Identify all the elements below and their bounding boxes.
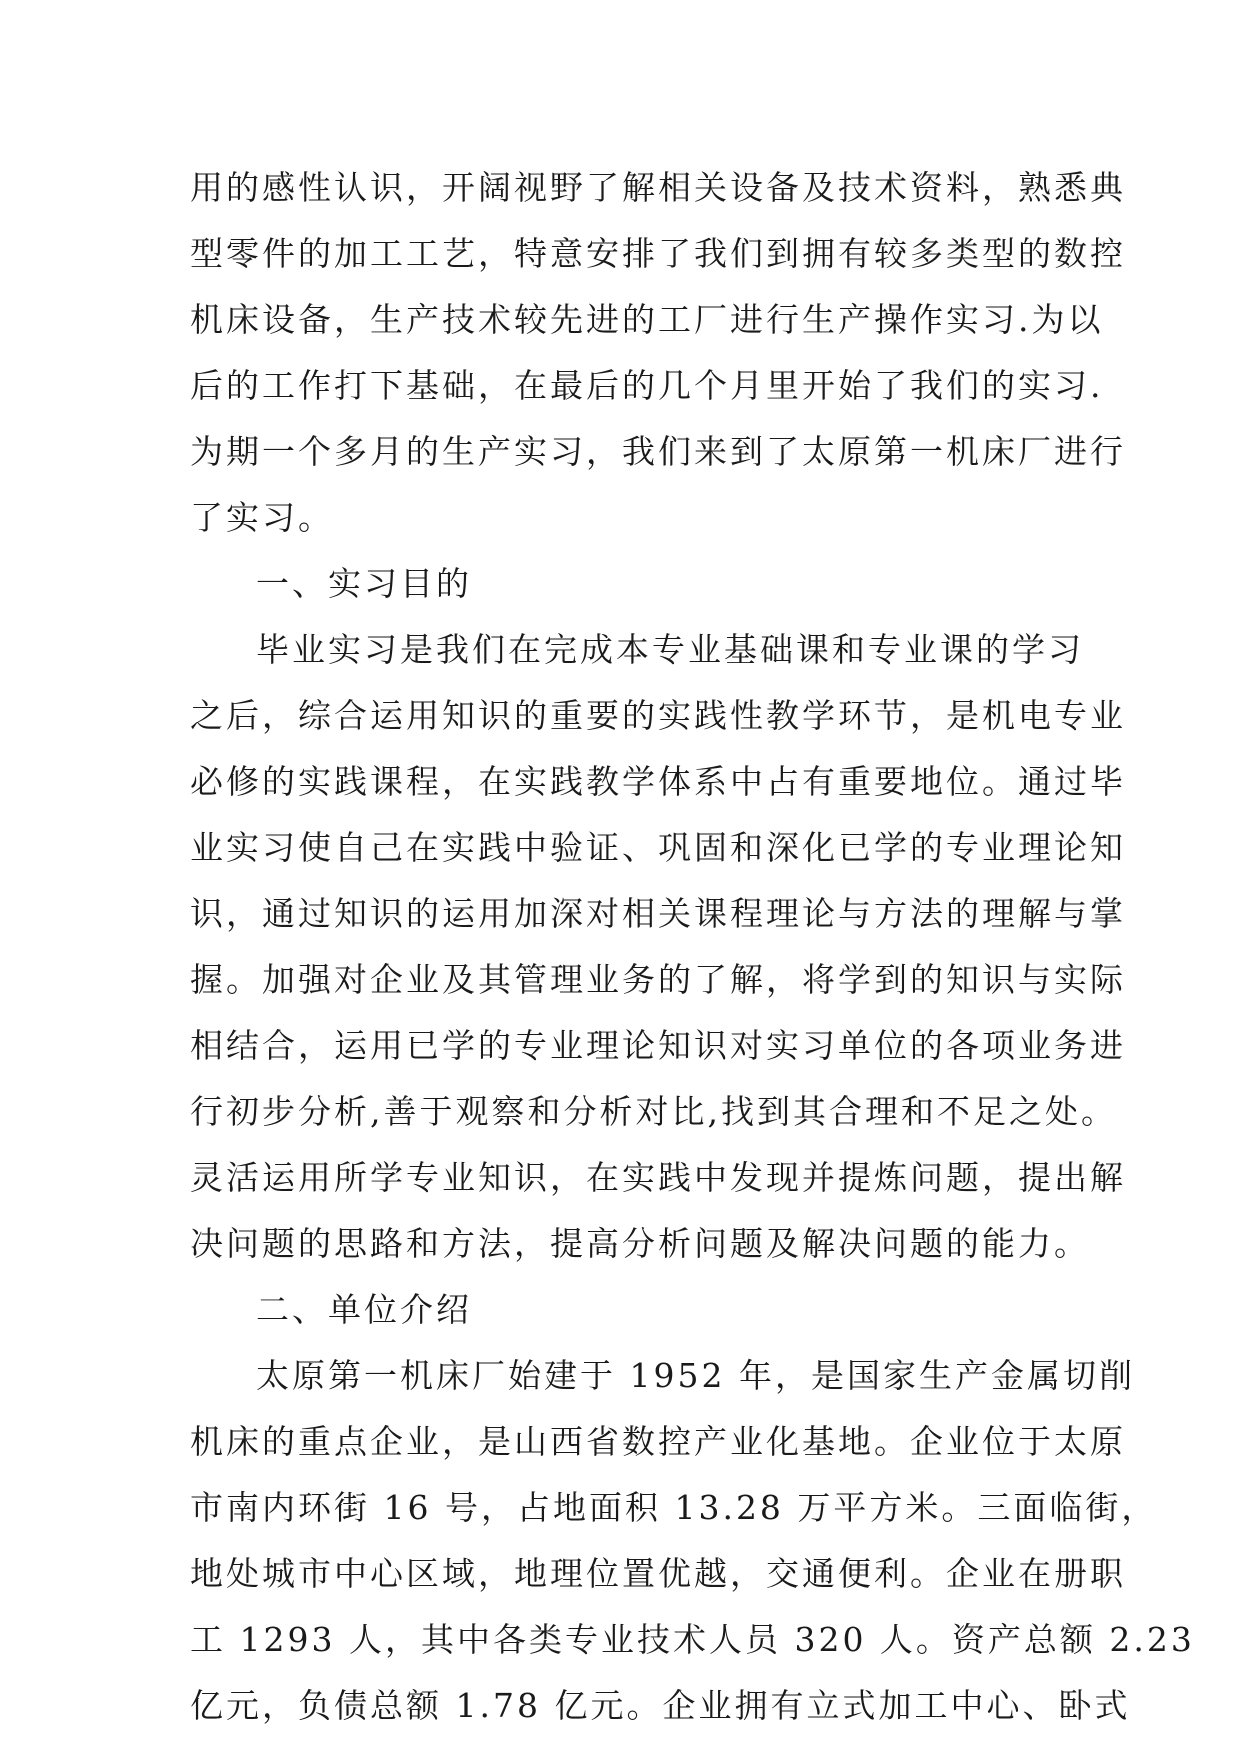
section-heading: 一、实习目的	[256, 564, 472, 603]
section-heading: 二、单位介绍	[256, 1290, 472, 1329]
text-line: 行初步分析,善于观察和分析对比,找到其合理和不足之处。	[190, 1092, 1117, 1131]
text-line: 业实习使自己在实践中验证、巩固和深化已学的专业理论知	[190, 828, 1126, 867]
text-line: 太原第一机床厂始建于 1952 年，是国家生产金属切削	[256, 1356, 1135, 1395]
text-line: 市南内环街 16 号，占地面积 13.28 万平方米。三面临街，	[190, 1488, 1158, 1527]
text-line: 必修的实践课程，在实践教学体系中占有重要地位。通过毕	[190, 762, 1126, 801]
text-line: 机床的重点企业，是山西省数控产业化基地。企业位于太原	[190, 1422, 1126, 1461]
text-line: 地处城市中心区域，地理位置优越，交通便利。企业在册职	[190, 1554, 1126, 1593]
text-line: 为期一个多月的生产实习，我们来到了太原第一机床厂进行	[190, 432, 1126, 471]
text-line: 决问题的思路和方法，提高分析问题及解决问题的能力。	[190, 1224, 1090, 1263]
text-line: 用的感性认识，开阔视野了解相关设备及技术资料，熟悉典	[190, 168, 1126, 207]
text-line: 之后，综合运用知识的重要的实践性教学环节，是机电专业	[190, 696, 1126, 735]
text-line: 型零件的加工工艺，特意安排了我们到拥有较多类型的数控	[190, 234, 1126, 273]
text-line: 机床设备，生产技术较先进的工厂进行生产操作实习.为以	[190, 300, 1104, 339]
text-line: 灵活运用所学专业知识，在实践中发现并提炼问题，提出解	[190, 1158, 1126, 1197]
text-line: 亿元，负债总额 1.78 亿元。企业拥有立式加工中心、卧式	[190, 1686, 1131, 1725]
text-line: 毕业实习是我们在完成本专业基础课和专业课的学习	[256, 630, 1084, 669]
text-line: 握。加强对企业及其管理业务的了解，将学到的知识与实际	[190, 960, 1126, 999]
document-page	[190, 155, 1195, 1739]
text-line: 相结合，运用已学的专业理论知识对实习单位的各项业务进	[190, 1026, 1126, 1065]
text-line: 识，通过知识的运用加深对相关课程理论与方法的理解与掌	[190, 894, 1126, 933]
text-line: 了实习。	[190, 498, 334, 537]
text-line: 后的工作打下基础，在最后的几个月里开始了我们的实习.	[190, 366, 1104, 405]
text-line: 工 1293 人，其中各类专业技术人员 320 人。资产总额 2.23	[190, 1620, 1195, 1659]
